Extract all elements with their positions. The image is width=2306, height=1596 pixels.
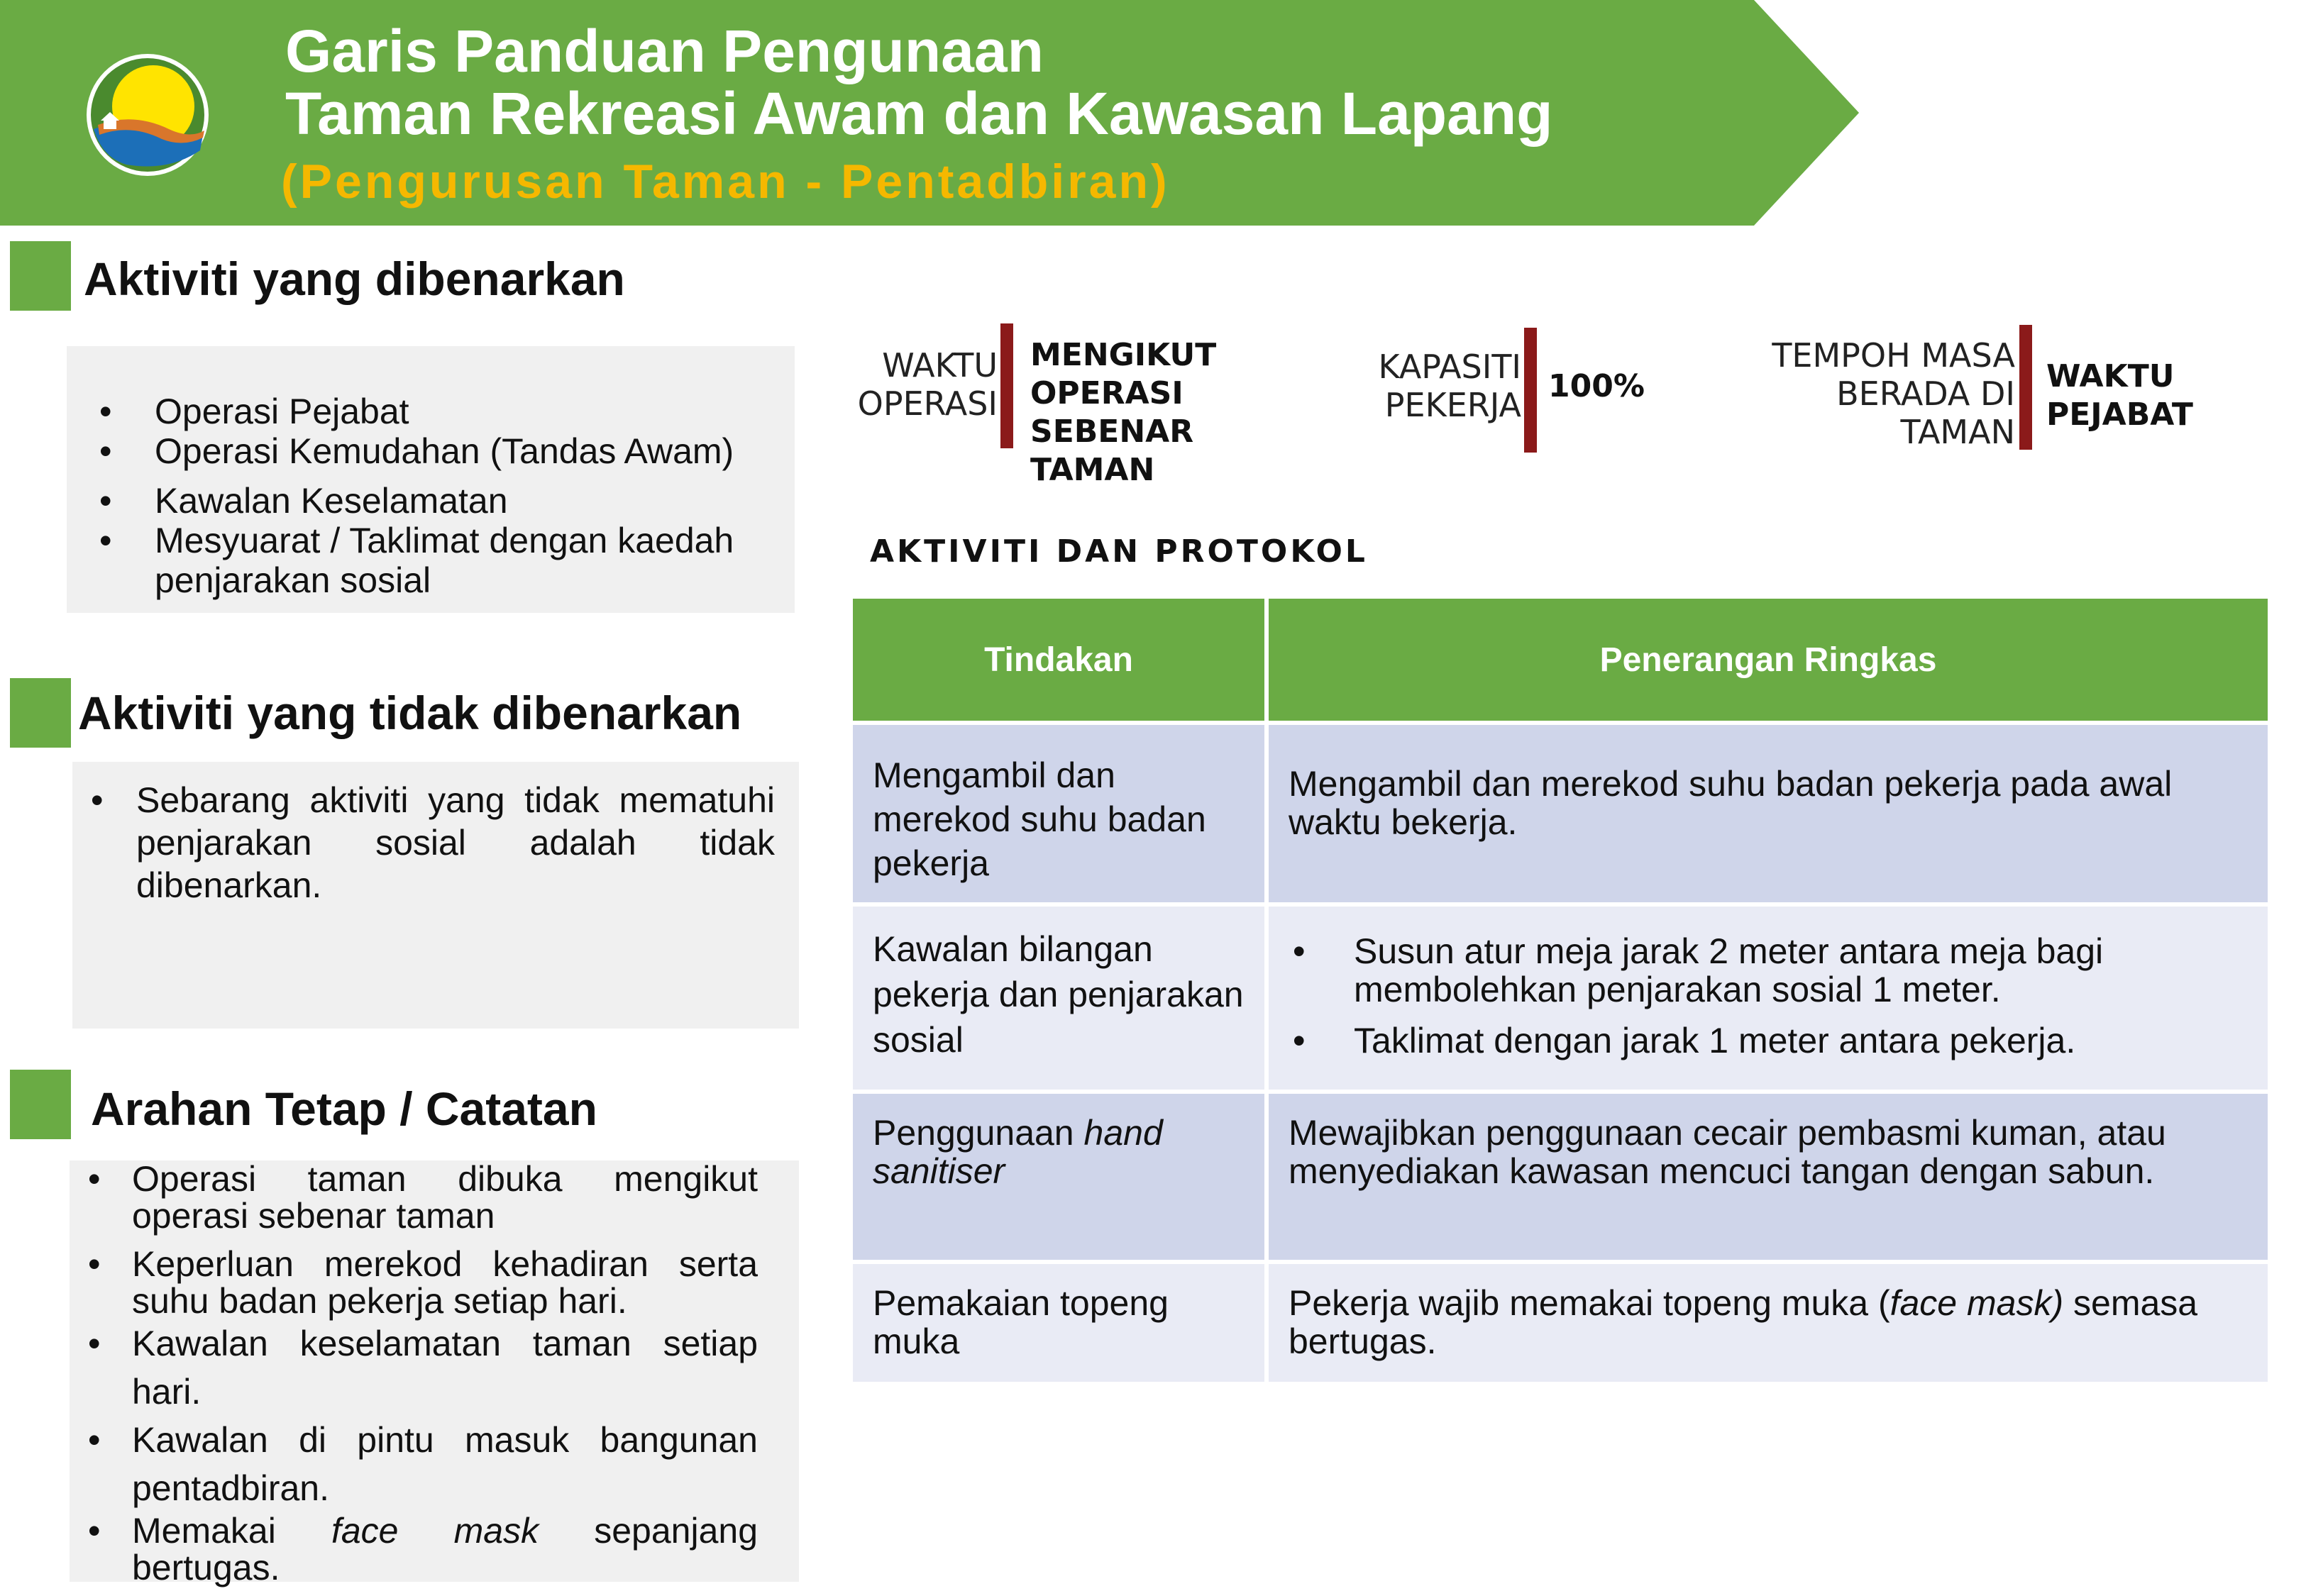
section-marker-notes <box>10 1070 71 1139</box>
row4-action: Pemakaian topeng muka <box>851 1262 1267 1384</box>
page-subtitle: (Pengurusan Taman - Pentadbiran) <box>281 155 1170 209</box>
row3-action-prefix: Penggunaan <box>873 1113 1084 1153</box>
row2-description <box>1267 904 2270 1092</box>
list-item: • Keperluan merekod kehadiran serta suhu badan pekerja setiap hari. <box>70 1246 758 1319</box>
row4-desc-italic: face mask) <box>1890 1283 2064 1323</box>
notes-last-prefix: Memakai <box>132 1511 331 1551</box>
notes-last-suffix: sepanjang bertugas. <box>132 1511 758 1587</box>
allowed-heading: Aktiviti yang dibenarkan <box>84 253 625 305</box>
section-marker-allowed <box>10 241 71 311</box>
list-item: • Operasi Pejabat <box>81 392 783 431</box>
row3-description: Mewajibkan penggunaan cecair pembasmi kuman, atau menyediakan kawasan mencuci tangan dengan sabun. <box>1267 1092 2270 1262</box>
row1-action <box>851 723 1267 904</box>
list-item: • Kawalan keselamatan taman setiap hari. <box>70 1319 758 1416</box>
row1-action-text: Mengambil dan merekod suhu badan pekerja <box>873 755 1206 883</box>
operating-hours-label: WAKTU OPERASI <box>857 346 998 423</box>
row4-desc-prefix: Pekerja wajib memakai topeng muka ( <box>1289 1283 1890 1323</box>
table-header-row <box>851 597 2270 723</box>
notes-panel <box>70 1159 799 1587</box>
not-allowed-panel <box>72 762 799 1029</box>
table-row <box>851 723 2270 904</box>
section-marker-not-allowed <box>10 678 71 748</box>
not-allowed-heading: Aktiviti yang tidak dibenarkan <box>78 687 742 739</box>
operating-hours-value: MENGIKUT OPERASI SEBENAR TAMAN <box>1030 337 1217 488</box>
column-header-description: Penerangan Ringkas <box>1267 597 2270 723</box>
table-row <box>851 904 2270 1092</box>
table-row <box>851 1092 2270 1262</box>
row4-description <box>1267 1262 2270 1384</box>
operating-hours-bar <box>1000 323 1013 448</box>
list-item: • Operasi Kemudahan (Tandas Awam) <box>81 431 783 471</box>
row4-desc-suffix: semasa bertugas. <box>1289 1283 2198 1361</box>
list-item: • Kawalan di pintu masuk bangunan pentadbiran. <box>70 1416 758 1512</box>
allowed-panel <box>67 346 795 613</box>
row3-action-italic: hand sanitiser <box>873 1113 1163 1191</box>
capacity-bar <box>1524 328 1537 453</box>
list-item: • Kawalan Keselamatan <box>81 481 783 521</box>
duration-label: TEMPOH MASA BERADA DI TAMAN <box>1772 336 2015 451</box>
list-item: • Susun atur meja jarak 2 meter antara meja bagi membolehkan penjarakan sosial 1 meter. <box>1289 932 2248 1009</box>
list-item: • Taklimat dengan jarak 1 meter antara pekerja. <box>1289 1021 2248 1060</box>
page-title-line2: Taman Rekreasi Awam dan Kawasan Lapang <box>285 80 1553 147</box>
allowed-list <box>81 392 783 600</box>
page-title-line1: Garis Panduan Pengunaan <box>285 18 1044 84</box>
protocol-table <box>849 594 2272 1386</box>
row2-action: Kawalan bilangan pekerja dan penjarakan sosial <box>851 904 1267 1092</box>
list-item: • Operasi taman dibuka mengikut operasi sebenar taman <box>70 1160 758 1234</box>
park-logo-icon <box>84 51 211 179</box>
capacity-value: 100% <box>1548 368 1645 404</box>
list-item: • Sebarang aktiviti yang tidak mematuhi penjarakan sosial adalah tidak dibenarkan. <box>72 779 775 907</box>
notes-last-italic: face mask <box>331 1511 539 1551</box>
list-item <box>70 1512 758 1586</box>
duration-bar <box>2019 325 2032 450</box>
notes-heading: Arahan Tetap / Catatan <box>91 1082 597 1135</box>
not-allowed-list <box>72 779 775 907</box>
duration-value: WAKTU PEJABAT <box>2046 358 2193 433</box>
capacity-label: KAPASITI PEKERJA <box>1378 348 1521 424</box>
table-row <box>851 1262 2270 1384</box>
row3-action <box>851 1092 1267 1262</box>
row1-description: Mengambil dan merekod suhu badan pekerja pada awal waktu bekerja. <box>1267 723 2270 904</box>
notes-list <box>70 1160 758 1586</box>
protocol-title: AKTIVITI DAN PROTOKOL <box>870 533 1368 570</box>
list-item: • Mesyuarat / Taklimat dengan kaedah penjarakan sosial <box>81 521 783 600</box>
column-header-action: Tindakan <box>851 597 1267 723</box>
row2-description-list <box>1289 932 2248 1060</box>
